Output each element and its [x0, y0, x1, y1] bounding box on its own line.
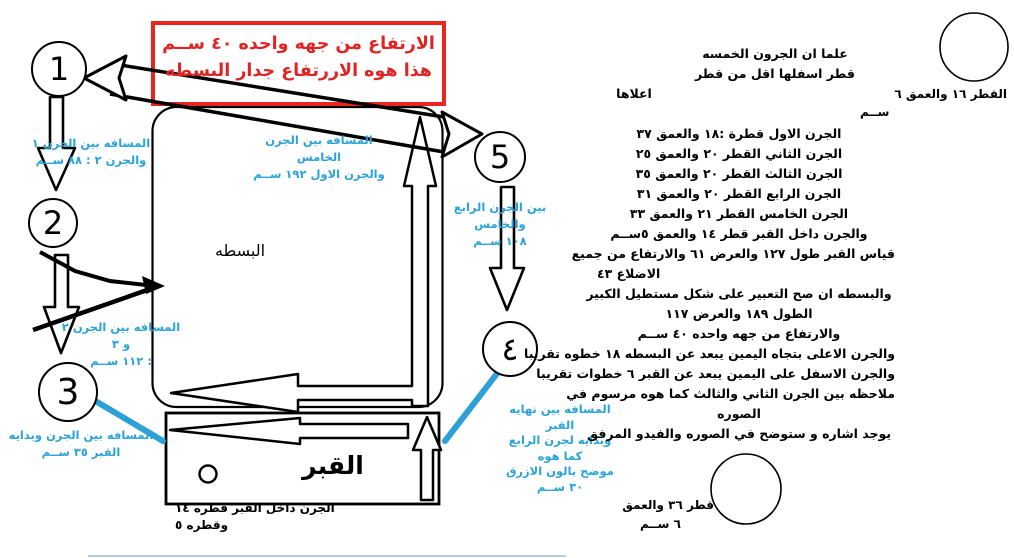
note-distance-3-grave: [6, 427, 156, 461]
note-3-grave-line2: القبر ٣٥ ســم: [41, 445, 121, 459]
note-1-5-line2: والجرن الاول ١٩٢ ســم: [253, 167, 385, 181]
rc-line-15: الصوره: [717, 406, 761, 421]
rc-line-5: الجرن الخامس القطر ٢١ والعمق ٣٣: [629, 206, 849, 221]
grave-note-line1: الجرن داخل القبر قطره ١٤: [175, 501, 335, 515]
marker-1-label: 1: [48, 50, 70, 88]
rc-line-6: والجرن داخل القبر قطر ١٤ والعمق ٥ســم: [610, 226, 868, 241]
right-heading-line1: علما ان الجرون الخمسه: [702, 46, 848, 61]
rc-line-9: والبسطه ان صح التعبير على شكل مستطيل الكبير: [586, 286, 892, 301]
note-grave-4-line2: وبدايه لجرن الرابع كما هوه: [508, 433, 612, 463]
rc-line-3: الجرن الثالث القطر ٢٠ والعمق ٣٥: [635, 166, 843, 181]
marker-3-label: 3: [56, 371, 80, 413]
note-4-5-line2: ١٠٨ ســم: [473, 234, 527, 248]
note-grave-4-line3: موضح بالون الازرق: [506, 464, 614, 478]
rc-line-13: والجرن الاسفل على اليمين يبعد عن القبر ٦ خطوات تقريبا: [536, 366, 895, 381]
top-right-jurn-circle: [940, 13, 1008, 81]
marker-2: [28, 198, 78, 248]
top-circle-label-line1: القطر ١٦ والعمق ٦: [894, 87, 1007, 101]
note-1-5-line1: المسافه بين الجرن الخامس: [265, 133, 373, 164]
note-distance-2-3: [60, 319, 182, 370]
note-grave-4-line1: المسافه بين نهايه القبر: [509, 402, 611, 432]
marker-5: [474, 131, 526, 183]
note-1-2-line1: المسافه بين الجرن ١: [31, 136, 151, 150]
note-3-grave-line1: المسافه بين الجرن وبدايه: [8, 428, 154, 442]
grave-note-line2: وقطره ٥: [175, 517, 229, 532]
rc-line-4: الجرن الرابع القطر ٢٠ والعمق ٣١: [636, 186, 842, 201]
blue-line-4-to-grave: [445, 371, 499, 441]
note-1-2-line2: والجرن ٢ : ٨٨ ســم: [35, 153, 147, 167]
top-circle-label-line2: ســم: [860, 105, 890, 119]
note-distance-1-2: [26, 135, 156, 169]
note-grave-4-line4: ٣٠ ســم: [536, 479, 584, 494]
right-heading: [695, 44, 855, 84]
right-heading-line3: اعلاها: [616, 86, 652, 101]
rc-line-2: الجرن الثاني القطر ٢٠ والعمق ٢٥: [635, 146, 843, 161]
rc-line-16: يوجد اشاره و ستوضح في الصوره والفيدو المرفق: [586, 426, 892, 441]
right-heading-line2: قطر اسفلها اقل من قطر: [695, 66, 855, 81]
rc-line-1: الجرن الاول قطرة :١٨ والعمق ٣٧: [636, 126, 842, 141]
bottom-rule: [88, 555, 566, 557]
rc-line-7: قياس القبر طول ١٢٧ والعرض ٦١ والارتفاع من جميع: [571, 246, 895, 261]
grave-jurn-circle: [200, 466, 217, 483]
rc-line-14: ملاحظه بين الجرن الثاني والثالث كما هوه مرسوم في: [566, 386, 895, 401]
grave-note: [175, 500, 345, 533]
grave-label: القبر: [302, 451, 364, 480]
marker-2-label: 2: [42, 204, 64, 242]
bottom-right-jurn-circle: [711, 454, 781, 524]
marker-4-label: ٤: [501, 330, 519, 368]
note-distance-4-5: [438, 199, 562, 250]
rc-line-11: والارتفاع من جهه واحده ٤٠ ســم: [637, 326, 841, 341]
bottom-circle-label-line2: ٦ ســم: [640, 517, 681, 531]
red-box-line1: الارتفاع من جهه واحده ٤٠ ســم: [162, 34, 435, 54]
basta-label: البسطه: [214, 241, 266, 260]
marker-3: [38, 362, 98, 422]
bottom-circle-label-line1: قطر ٣٦ والعمق: [622, 498, 714, 512]
red-box-text: [158, 31, 439, 85]
note-distance-1-5: [252, 132, 386, 183]
rc-line-12: والجرن الاعلى بتجاه اليمين يبعد عن البسطه ١٨ خطوه تقريبا: [524, 346, 895, 361]
marker-1: [31, 41, 87, 97]
rc-line-8: الاضلاع ٤٣: [597, 266, 661, 281]
red-box-line2: هذا هوه الاررتفاع جدار البسطه: [165, 61, 432, 81]
note-4-5-line1: بين الجرن الرابع والخامس: [453, 200, 547, 231]
rc-line-10: الطول ١٨٩ والعرض ١١٧: [665, 306, 813, 321]
note-2-3-line1: المسافه بين الجرن ٢ و ٣: [61, 320, 181, 351]
diagonal-arrowhead-left: [84, 56, 126, 100]
marker-5-label: 5: [489, 138, 511, 176]
note-2-3-line2: : ١١٢ ســم: [90, 354, 152, 368]
